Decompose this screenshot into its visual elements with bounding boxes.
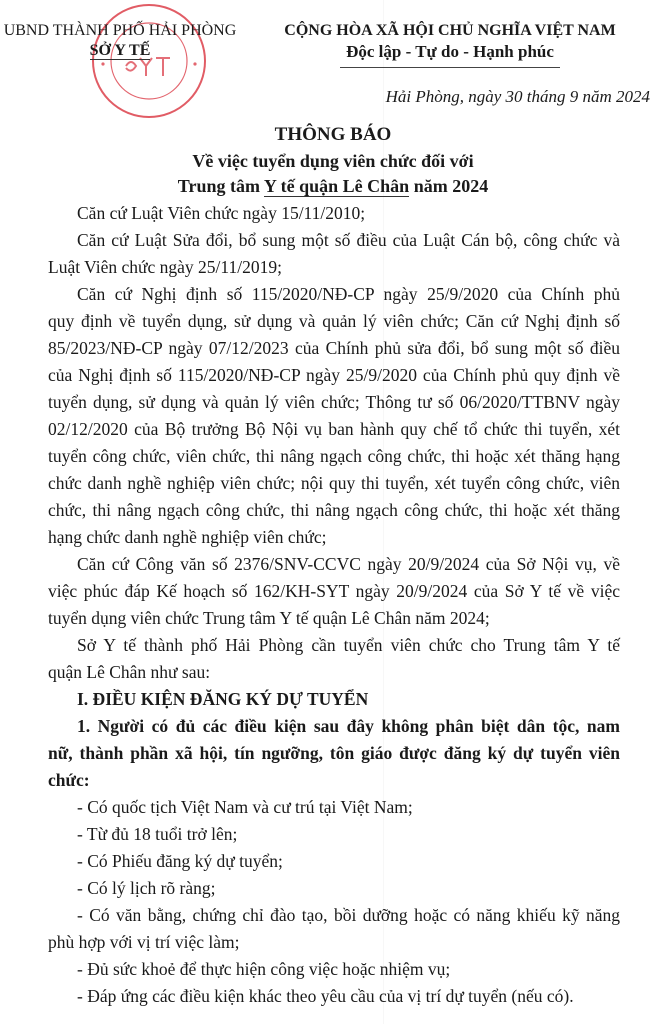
paragraph-line: 02/12/2020 của Bộ trưởng Bộ Nội vụ ban hành quy chế tổ chức thi tuyển, xét bbox=[48, 419, 620, 439]
paragraph-line: tuyển dụng, sử dụng và quản lý viên chức; Thông tư số 06/2020/TTBNV ngày bbox=[48, 392, 620, 412]
paragraph-line: - Có lý lịch rõ ràng; bbox=[77, 878, 216, 898]
date-line: Hải Phòng, ngày 30 tháng 9 năm 2024 bbox=[385, 87, 650, 106]
paragraph-line: nữ, thành phần xã hội, tín ngưỡng, tôn giáo được đăng ký dự tuyển viên bbox=[48, 743, 620, 763]
paragraph-line: tuyển công chức, viên chức, thi nâng ngạch công chức, thi hoặc xét thăng hạng bbox=[48, 446, 620, 466]
official-stamp bbox=[90, 2, 208, 120]
paragraph bbox=[48, 983, 620, 1010]
paragraph-line: tuyển dụng viên chức Trung tâm Y tế quận Lê Chân năm 2024; bbox=[48, 608, 490, 628]
paragraph-line: chức: bbox=[48, 770, 90, 790]
paragraph bbox=[48, 686, 620, 713]
paragraph-line: 1. Người có đủ các điều kiện sau đây không phân biệt dân tộc, nam bbox=[77, 716, 620, 736]
paragraph-line: - Đáp ứng các điều kiện khác theo yêu cầu của vị trí dự tuyển (nếu có). bbox=[77, 986, 574, 1006]
paragraph-line: phù hợp với vị trí việc làm; bbox=[48, 932, 240, 952]
paragraph bbox=[48, 794, 620, 821]
paragraph-line: - Có Phiếu đăng ký dự tuyển; bbox=[77, 851, 283, 871]
paragraph-line: chức, thi nâng ngạch công chức, thi nâng ngạch công chức, thi hoặc xét thăng bbox=[48, 500, 620, 520]
paragraph-line: quận Lê Chân như sau: bbox=[48, 662, 211, 682]
paragraph bbox=[48, 551, 620, 632]
paragraph-line: quy định về tuyển dụng, sử dụng và quản lý viên chức; Căn cứ Nghị định số bbox=[48, 311, 620, 331]
paragraph bbox=[48, 632, 620, 686]
subtitle-underlined: Y tế quận Lê Chân bbox=[263, 176, 410, 196]
paragraph-line: Căn cứ Luật Sửa đổi, bổ sung một số điều của Luật Cán bộ, công chức và bbox=[77, 230, 620, 250]
paragraph bbox=[48, 227, 620, 281]
paragraph bbox=[48, 821, 620, 848]
paragraph bbox=[48, 956, 620, 983]
paragraph-line: Căn cứ Nghị định số 115/2020/NĐ-CP ngày 25/9/2020 của Chính phủ bbox=[77, 284, 620, 304]
paragraph-line: của Nghị định số 115/2020/NĐ-CP ngày 25/9/2020 của Chính phủ quy định về bbox=[48, 365, 620, 385]
paragraph-line: 85/2023/NĐ-CP ngày 07/12/2023 của Chính phủ sửa đổi, bổ sung một số điều bbox=[48, 338, 620, 358]
issuer-organization: UBND THÀNH PHỐ HẢI PHÒNG bbox=[3, 22, 237, 39]
paragraph-line: - Có quốc tịch Việt Nam và cư trú tại Việt Nam; bbox=[77, 797, 413, 817]
paragraph bbox=[48, 200, 620, 227]
paragraph bbox=[48, 902, 620, 956]
issuer-department: SỞ Y TẾ bbox=[89, 42, 151, 59]
paragraph bbox=[48, 713, 620, 794]
paragraph bbox=[48, 848, 620, 875]
document-subtitle-line2 bbox=[0, 176, 666, 197]
subtitle-suffix: năm 2024 bbox=[409, 176, 489, 196]
paragraph-line: Căn cứ Công văn số 2376/SNV-CCVC ngày 20/9/2024 của Sở Nội vụ, về bbox=[77, 554, 620, 574]
paragraph bbox=[48, 875, 620, 902]
paragraph-line: - Có văn bằng, chứng chỉ đào tạo, bồi dưỡng hoặc có năng khiếu kỹ năng bbox=[77, 905, 620, 925]
nation-name: CỘNG HÒA XÃ HỘI CHỦ NGHĨA VIỆT NAM bbox=[284, 22, 616, 39]
national-motto: Độc lập - Tự do - Hạnh phúc bbox=[340, 42, 560, 68]
paragraph-line: Căn cứ Luật Viên chức ngày 15/11/2010; bbox=[77, 203, 366, 223]
paragraph bbox=[48, 281, 620, 551]
document-title: THÔNG BÁO bbox=[274, 124, 392, 145]
paragraph-line: Luật Viên chức ngày 25/11/2019; bbox=[48, 257, 282, 277]
subtitle-prefix: Trung tâm bbox=[177, 176, 264, 196]
paragraph-line: I. ĐIỀU KIỆN ĐĂNG KÝ DỰ TUYỂN bbox=[77, 689, 369, 709]
document-subtitle-line1: Về việc tuyển dụng viên chức đối với bbox=[192, 151, 474, 171]
paragraph-line: chức danh nghề nghiệp viên chức; nội quy thi tuyển, xét tuyển công chức, viên bbox=[48, 473, 620, 493]
paragraph-line: Sở Y tế thành phố Hải Phòng cần tuyển viên chức cho Trung tâm Y tế bbox=[77, 635, 620, 655]
document-body bbox=[48, 200, 620, 1010]
paragraph-line: - Từ đủ 18 tuổi trở lên; bbox=[77, 824, 238, 844]
paragraph-line: hạng chức danh nghề nghiệp viên chức; bbox=[48, 527, 327, 547]
paragraph-line: - Đủ sức khoẻ để thực hiện công việc hoặc nhiệm vụ; bbox=[77, 959, 451, 979]
paragraph-line: việc phúc đáp Kế hoạch số 162/KH-SYT ngày 20/9/2024 của Sở Y tế về việc bbox=[48, 581, 620, 601]
issuer-block bbox=[0, 22, 240, 60]
national-heading bbox=[250, 22, 650, 68]
stamp-center-mark bbox=[126, 58, 170, 76]
